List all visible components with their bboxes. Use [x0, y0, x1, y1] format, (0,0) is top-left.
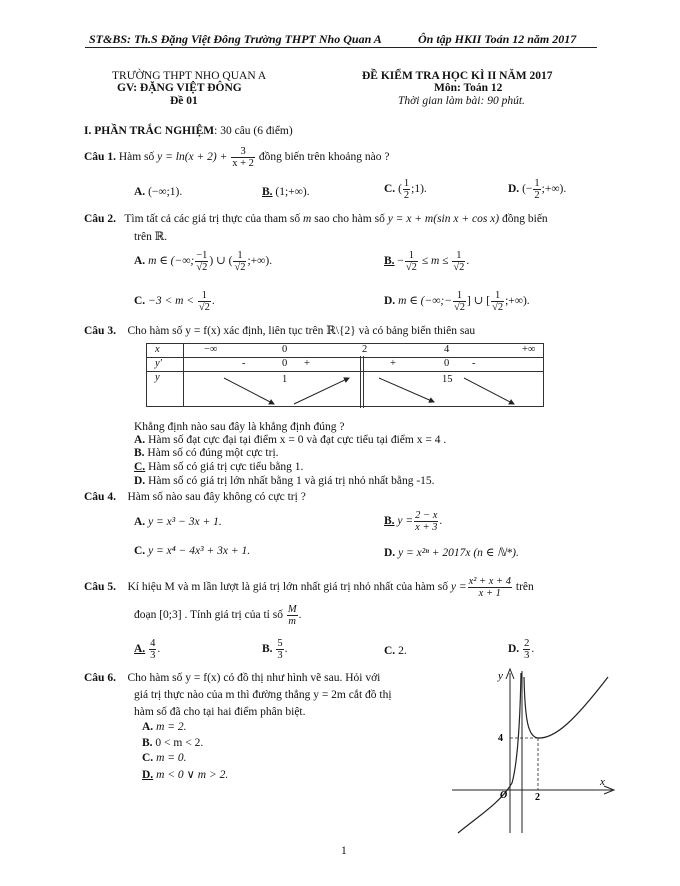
header-rule [85, 47, 597, 48]
q6-option-c[interactable]: C. m = 0. [142, 752, 187, 764]
q5-option-d[interactable]: D. $\frac{2}{3}$ . [508, 638, 535, 662]
section-heading: I. PHẦN TRẮC NGHIỆM: 30 câu (6 điểm) [84, 125, 293, 137]
yp-sign-1: - [242, 358, 246, 369]
page-number: 1 [341, 845, 347, 857]
header-right: Ôn tập HKII Toán 12 năm 2017 [418, 32, 577, 46]
q4-option-a[interactable]: A. y = x³ − 3x + 1. [134, 516, 222, 528]
q3-option-c[interactable]: C. Hàm số có giá trị cực tiểu bằng 1. [134, 461, 304, 473]
yp-sign-3: + [390, 358, 396, 369]
question-6: Câu 6. Cho hàm số y = f(x) có đồ thị như hình vẽ sau. Hỏi với [84, 672, 381, 684]
graph-tick-4: 4 [498, 733, 503, 744]
teacher-name: GV: ĐẶNG VIỆT ĐÔNG [117, 82, 242, 94]
q1-option-b[interactable]: B. (1;+∞). [262, 186, 310, 198]
q3-option-b[interactable]: B. Hàm số có đúng một cực trị. [134, 447, 279, 459]
question-1: Câu 1. Hàm số y = ln(x + 2) + $\frac{3}{x + 2}$ đồng biến trên khoảng nào ? [84, 146, 390, 170]
exam-subject: Môn: Toán 12 [434, 82, 503, 94]
q6-option-a[interactable]: A. m = 2. [142, 721, 187, 733]
curve-left-branch [458, 673, 521, 833]
x-two: 2 [362, 344, 368, 355]
q4-option-c[interactable]: C. y = x⁴ − 4x³ + 3x + 1. [134, 545, 251, 557]
q2-option-c[interactable]: C. −3 < m < $\frac{1}{√2}$ . [134, 290, 215, 314]
question-4: Câu 4. Hàm số nào sau đây không có cực trị ? [84, 491, 306, 503]
q4-option-b[interactable]: B. y = $\frac{2 - x}{x + 3}$ . [384, 510, 443, 534]
question-6-line2: giá trị thực nào của m thì đường thẳng y = 2m cắt đồ thị [134, 689, 392, 701]
q1-option-a[interactable]: A. (−∞;1). [134, 186, 183, 198]
graph-origin-label: O [500, 790, 508, 801]
x-pos-inf: +∞ [522, 344, 536, 355]
question-3-prompt: Khẳng định nào sau đây là khẳng định đúng ? [134, 421, 345, 433]
question-2: Câu 2. Tìm tất cả các giá trị thực của tham số m sao cho hàm số y = x + m(sin x + cos x) đồng biến [84, 213, 548, 225]
q2-option-a[interactable]: A. m ∈ (−∞; $\frac{-1}{√2}$ ) ∪ ( $\frac{1}{√2}$ ;+∞). [134, 250, 273, 274]
arrow-increase-1 [294, 378, 349, 404]
row-x-label: x [147, 344, 184, 358]
question-5-line2: đoạn [0;3] . Tính giá trị của tỉ số $\frac{M}{m}$ . [134, 604, 302, 628]
q2-option-b[interactable]: B. − $\frac{1}{√2}$ ≤ m ≤ $\frac{1}{√2}$ . [384, 250, 470, 274]
exam-code: Đề 01 [170, 95, 198, 107]
q1-option-d[interactable]: D. (− $\frac{1}{2}$ ;+∞). [508, 178, 567, 202]
x-four: 4 [444, 344, 450, 355]
q1-option-c[interactable]: C. ( $\frac{1}{2}$ ;1). [384, 178, 427, 202]
exam-time: Thời gian làm bài: 90 phút. [398, 95, 525, 107]
q5-option-b[interactable]: B. $\frac{5}{3}$ . [262, 638, 288, 662]
q6-option-d[interactable]: D. m < 0 ∨ m > 2. [142, 769, 229, 781]
curve-right-branch [524, 677, 608, 738]
yp-sign-2: + [304, 358, 310, 369]
arrow-decrease-1 [224, 378, 274, 404]
row-y-label: y [147, 372, 184, 407]
yp-sign-4: - [472, 358, 476, 369]
question-6-line3: hàm số đã cho tại hai điểm phân biệt. [134, 706, 306, 718]
school-name: TRƯỜNG THPT NHO QUAN A [112, 70, 267, 82]
q2-option-d[interactable]: D. m ∈ (−∞;− $\frac{1}{√2}$ ] ∪ [ $\frac{1}{√2}$ ;+∞). [384, 290, 530, 314]
q5-option-c[interactable]: C. 2. [384, 645, 407, 657]
y-local-min: 15 [442, 374, 453, 385]
graph-y-label: y [498, 670, 503, 682]
function-graph [450, 665, 620, 835]
graph-x-label: x [600, 776, 605, 788]
question-2-line2: trên ℝ. [134, 231, 168, 243]
header-left: ST&BS: Th.S Đặng Việt Đông Trường THPT Nho Quan A [89, 32, 382, 46]
yp-zero-1: 0 [282, 358, 288, 369]
x-zero: 0 [282, 344, 288, 355]
question-3: Câu 3. Cho hàm số y = f(x) xác định, liên tục trên ℝ\{2} và có bảng biến thiên sau [84, 325, 476, 337]
q3-option-d[interactable]: D. Hàm số có giá trị lớn nhất bằng 1 và giá trị nhỏ nhất bằng -15. [134, 475, 435, 487]
q6-option-b[interactable]: B. 0 < m < 2. [142, 737, 204, 749]
question-5: Câu 5. Kí hiệu M và m lần lượt là giá trị lớn nhất giá trị nhỏ nhất của hàm số y = $\frac{\text{x² + x + 4}}{x + 1}$ trên [84, 576, 534, 600]
q4-option-d[interactable]: D. y = x²ⁿ + 2017x (n ∈ ℕ*). [384, 547, 519, 559]
q5-option-a[interactable]: A. $\frac{4}{3}$ . [134, 638, 161, 662]
arrow-decrease-2 [464, 378, 514, 404]
exam-title: ĐỀ KIỂM TRA HỌC KÌ II NĂM 2017 [362, 70, 553, 82]
q3-option-a[interactable]: A. Hàm số đạt cực đại tại điểm x = 0 và đạt cực tiểu tại điểm x = 4 . [134, 434, 447, 446]
x-neg-inf: −∞ [204, 344, 218, 355]
variation-table [146, 343, 544, 407]
yp-zero-2: 0 [444, 358, 450, 369]
row-yp-label: y′ [147, 358, 184, 372]
arrow-increase-2 [379, 378, 434, 402]
variation-arrows [184, 372, 554, 408]
graph-tick-2: 2 [535, 792, 540, 803]
y-local-max: 1 [282, 374, 288, 385]
